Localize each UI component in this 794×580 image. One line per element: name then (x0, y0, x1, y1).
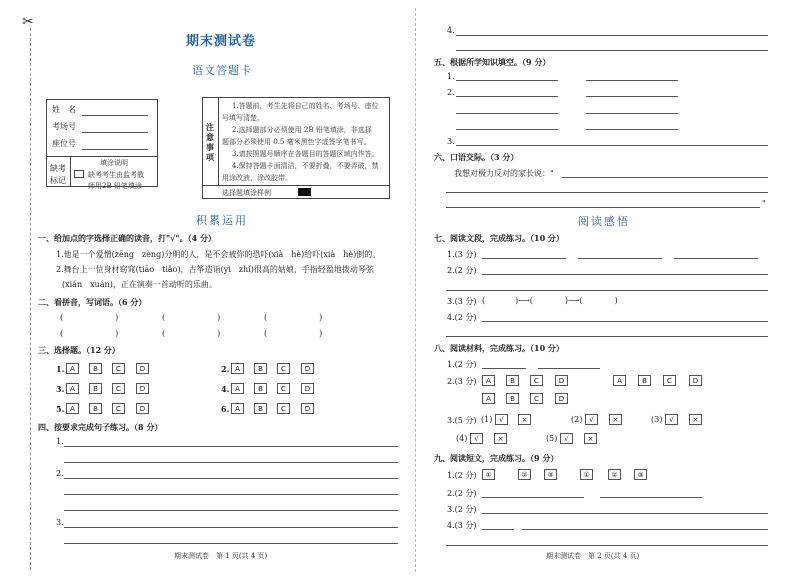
q5-blank-1[interactable] (456, 80, 558, 81)
pinyin-answer-6[interactable]: ( ) (264, 329, 323, 338)
q8-2-third-option-a[interactable]: A (482, 393, 495, 404)
question-9-title: 九、阅读短文，完成练习。（9 分） (434, 453, 559, 463)
absent-label: 缺考 (50, 164, 66, 173)
question-1-item-1: 1.他是一个爱憎(zēng zèng)分明的人，是不会被你的恐吓(xià hè)给吓(xià hè)倒的。 (56, 250, 381, 259)
note-4b: 用涂改液，涂改胶带。 (222, 174, 292, 182)
q9-4-blank[interactable] (482, 529, 514, 530)
q8-2-first-option-a[interactable]: A (482, 375, 495, 386)
q8-3-sub-1: (1) (481, 415, 493, 424)
mc-6-option-d[interactable]: D (301, 403, 314, 414)
q8-num-3: 3.(5 分) (447, 416, 477, 425)
q8-3-2-check-option[interactable]: √ (585, 414, 598, 425)
pinyin-answer-2[interactable]: ( ) (162, 313, 221, 322)
section-reading-title: 阅读感悟 (578, 215, 630, 228)
q4-answer-line-6[interactable] (64, 527, 398, 528)
q9-2-blank-b[interactable] (600, 497, 702, 498)
q5-blank-6[interactable] (586, 113, 678, 114)
question-3-title: 三、选择题。（12 分） (38, 345, 120, 355)
q9-num-2: 2.(2 分) (447, 489, 477, 498)
note-3: 3.请按照题号顺序在各题目的答题区域内作答。 (232, 150, 379, 158)
fill-sample-label: 选择题填涂样例 (222, 189, 271, 197)
seat-field[interactable] (82, 149, 148, 150)
question-5-title: 五、根据所学知识填空。（9 分） (434, 57, 551, 67)
q8-3-sub-3: (3) (651, 415, 663, 424)
q4-answer-line-5[interactable] (64, 510, 398, 511)
pinyin-answer-5[interactable]: ( ) (162, 329, 221, 338)
mc-4-option-d[interactable]: D (301, 383, 314, 394)
q8-3-5-cross-option[interactable]: × (584, 433, 597, 444)
page-divider (415, 8, 416, 572)
notes-inner-divider (218, 97, 219, 185)
note-2: 2.选择题部分必须使用 2B 铅笔填涂，非选择 (232, 126, 372, 134)
q6-prompt: 我想对极力反对的家长说：" (454, 169, 554, 178)
mc-6-option-a[interactable]: A (231, 403, 244, 414)
q7-1-blank-b[interactable] (578, 258, 662, 259)
name-label: 姓 名 (52, 105, 76, 114)
q4-num-4: 4. (447, 26, 455, 35)
q9-1-second-option-3[interactable]: ③ (634, 469, 647, 480)
left-page-footer: 期末测试卷 第 1 页(共 4 页) (174, 552, 268, 560)
q8-3-3-cross-option[interactable]: × (689, 414, 702, 425)
q8-3-1-cross-option[interactable]: × (518, 414, 531, 425)
q5-blank-7[interactable] (456, 129, 558, 130)
q6-answer-line-1[interactable] (562, 177, 768, 178)
q8-3-1-check-option[interactable]: √ (495, 414, 508, 425)
q4-answer-line-9[interactable] (456, 50, 768, 51)
mc-3-option-c[interactable]: C (112, 383, 125, 394)
question-1-title: 一、给加点的字选择正确的读音，打"√"。（4 分） (38, 233, 216, 243)
question-4-title: 四、按要求完成句子练习。（8 分） (38, 422, 163, 432)
q8-3-3-check-option[interactable]: √ (665, 414, 678, 425)
mc-1-label: 1. (56, 364, 65, 374)
q8-3-5-check-option[interactable]: √ (560, 433, 573, 444)
mc-6-option-c[interactable]: C (277, 403, 290, 414)
q8-2-third-option-b[interactable]: B (506, 393, 519, 404)
q4-answer-line-2[interactable] (64, 462, 398, 463)
mc-3-option-d[interactable]: D (136, 383, 149, 394)
mc-2-label: 2. (221, 364, 230, 374)
mc-2-option-b[interactable]: B (254, 363, 267, 374)
q8-2-second-option-b[interactable]: B (638, 375, 651, 386)
q4-answer-line-3[interactable] (64, 478, 398, 479)
q9-3-line[interactable] (482, 513, 768, 514)
absent-mark-box[interactable] (74, 170, 84, 178)
q8-2-first-option-d[interactable]: D (555, 375, 568, 386)
fill-instruction-title: 填涂说明 (100, 159, 128, 167)
q7-4-line-2[interactable] (446, 336, 768, 337)
q9-4-line-1[interactable] (522, 529, 768, 530)
exam-room-field[interactable] (82, 132, 148, 133)
q9-1-first-option-1[interactable]: ① (482, 469, 495, 480)
q4-num-3: 3. (56, 518, 64, 527)
q5-blank-9[interactable] (456, 145, 768, 146)
q7-2-line-2[interactable] (446, 290, 768, 291)
q4-answer-line-4[interactable] (64, 494, 398, 495)
mc-1-option-d[interactable]: D (136, 363, 149, 374)
q9-2-blank-a[interactable] (482, 497, 584, 498)
q8-3-sub-5: (5) (546, 434, 558, 443)
mc-6-option-b[interactable]: B (254, 403, 267, 414)
q5-num-2: 2. (447, 88, 455, 97)
mc-6-label: 6. (221, 404, 230, 414)
q8-3-2-cross-option[interactable]: × (609, 414, 622, 425)
mc-5-option-a[interactable]: A (66, 403, 79, 414)
info-vertical-divider (70, 156, 71, 187)
q7-num-4: 4.(2 分) (447, 313, 477, 322)
q8-2-third-option-d[interactable]: D (555, 393, 568, 404)
q8-1-blank-a[interactable] (482, 368, 526, 369)
q8-2-third-option-c[interactable]: C (530, 393, 543, 404)
exam-room-label: 考场号 (52, 122, 76, 131)
q5-blank-3[interactable] (456, 96, 558, 97)
scissors-icon: ✂ (22, 14, 34, 30)
question-6-title: 六、口语交际。（3 分） (434, 152, 519, 162)
question-2-title: 二、看拼音，写词语。（6 分） (38, 297, 147, 307)
fill-instruction-1: 缺考考生由监考教 (88, 171, 144, 179)
q4-num-2: 2. (56, 469, 64, 478)
q5-num-1: 1. (447, 72, 455, 81)
q7-3-sequence[interactable]: ( )⟶( )⟶( ) (482, 296, 618, 305)
question-7-title: 七、阅读文段，完成练习。（10 分） (434, 233, 564, 243)
pinyin-answer-3[interactable]: ( ) (264, 313, 323, 322)
note-2b: 题部分必须使用 0.5 毫米黑色字迹签字笔书写。 (222, 138, 371, 146)
section-accumulation-title: 积累运用 (196, 214, 248, 227)
q4-answer-line-7[interactable] (64, 543, 398, 544)
mc-3-option-a[interactable]: A (66, 383, 79, 394)
q7-4-line-1[interactable] (482, 321, 768, 322)
q8-1-blank-b[interactable] (538, 368, 600, 369)
mc-2-option-c[interactable]: C (277, 363, 290, 374)
q9-1-first-option-3[interactable]: ③ (544, 469, 557, 480)
q9-num-1: 1.(2 分) (447, 471, 477, 480)
q8-3-sub-2: (2) (571, 415, 583, 424)
mc-5-label: 5. (56, 404, 65, 414)
notes-label: 注意事项 (206, 122, 214, 162)
question-1-item-2: 2.舞台上一位身材窈窕(tiāo tiǎo)，古筝造诣(yì zhǐ)很高的姑娘，手指轻盈地拨动琴弦 (56, 265, 374, 274)
q7-num-3: 3.(3 分) (447, 297, 477, 306)
mc-3-label: 3. (56, 384, 65, 394)
q6-close-quote: " (762, 199, 766, 208)
q9-num-3: 3.(2 分) (447, 505, 477, 514)
q7-2-line-1[interactable] (482, 274, 768, 275)
mc-5-option-b[interactable]: B (89, 403, 102, 414)
pinyin-answer-4[interactable]: ( ) (60, 329, 119, 338)
note-4: 4.保持答题卡面清洁，不要折叠，不要弄破，禁 (232, 162, 379, 170)
info-divider (46, 156, 158, 157)
absent-label-2: 标记 (50, 176, 66, 185)
fill-sample-mark (298, 188, 311, 196)
note-1: 1.答题前，考生先将自己的姓名、考场号、座位 (232, 102, 379, 110)
q8-3-4-cross-option[interactable]: × (494, 433, 507, 444)
notes-bottom-divider (202, 185, 390, 186)
q8-num-2: 2.(3 分) (447, 377, 477, 386)
mc-1-option-b[interactable]: B (89, 363, 102, 374)
q5-blank-2[interactable] (586, 80, 678, 81)
q9-4-line-2[interactable] (446, 545, 768, 546)
q4-answer-line-1[interactable] (64, 446, 398, 447)
mc-1-option-c[interactable]: C (112, 363, 125, 374)
q8-num-1: 1.(2 分) (447, 360, 477, 369)
mc-5-option-d[interactable]: D (136, 403, 149, 414)
q8-2-second-option-c[interactable]: C (663, 375, 676, 386)
q4-num-1: 1. (56, 437, 64, 446)
q7-num-2: 2.(2 分) (447, 266, 477, 275)
q9-1-second-option-1[interactable]: ① (580, 469, 593, 480)
name-field[interactable] (82, 115, 148, 116)
mc-4-option-c[interactable]: C (277, 383, 290, 394)
mc-2-option-d[interactable]: D (301, 363, 314, 374)
q9-1-first-option-2[interactable]: ② (518, 469, 531, 480)
answer-card-subtitle: 语文答题卡 (192, 64, 252, 77)
mc-1-option-a[interactable]: A (66, 363, 79, 374)
q8-2-first-option-c[interactable]: C (530, 375, 543, 386)
q6-answer-line-2[interactable] (446, 192, 768, 193)
q8-2-first-option-b[interactable]: B (506, 375, 519, 386)
mc-4-option-b[interactable]: B (254, 383, 267, 394)
question-8-title: 八、阅读材料，完成练习。（10 分） (434, 343, 564, 353)
seat-label: 座位号 (52, 139, 76, 148)
mc-2-option-a[interactable]: A (231, 363, 244, 374)
q9-num-4: 4.(3 分) (447, 521, 477, 530)
mc-4-label: 4. (221, 384, 230, 394)
right-page-footer: 期末测试卷 第 2 页(共 4 页) (546, 552, 640, 560)
q8-3-sub-4: (4) (456, 434, 468, 443)
q8-2-second-option-d[interactable]: D (689, 375, 702, 386)
fill-instruction-2: 师用2B 铅笔填涂 (88, 182, 142, 190)
cut-line (30, 28, 31, 570)
mc-4-option-a[interactable]: A (231, 383, 244, 394)
q8-3-4-check-option[interactable]: √ (470, 433, 483, 444)
q6-answer-line-3[interactable] (446, 207, 760, 208)
mc-5-option-c[interactable]: C (112, 403, 125, 414)
q7-num-1: 1.(3 分) (447, 250, 477, 259)
q5-num-3: 3. (447, 137, 455, 146)
pinyin-answer-1[interactable]: ( ) (60, 313, 119, 322)
q9-1-second-option-2[interactable]: ② (608, 469, 621, 480)
q5-blank-4[interactable] (586, 96, 678, 97)
note-1b: 号填写清楚。 (222, 114, 264, 122)
q5-blank-5[interactable] (456, 113, 558, 114)
question-1-item-2b: (xián xuán)，正在演奏一首动听的乐曲。 (62, 280, 217, 289)
mc-3-option-b[interactable]: B (89, 383, 102, 394)
q7-1-blank-c[interactable] (674, 258, 758, 259)
q5-blank-8[interactable] (586, 129, 678, 130)
q4-answer-line-8[interactable] (456, 35, 768, 36)
q8-2-second-option-a[interactable]: A (613, 375, 626, 386)
page-title: 期末测试卷 (186, 34, 257, 49)
q7-1-blank-a[interactable] (482, 258, 566, 259)
